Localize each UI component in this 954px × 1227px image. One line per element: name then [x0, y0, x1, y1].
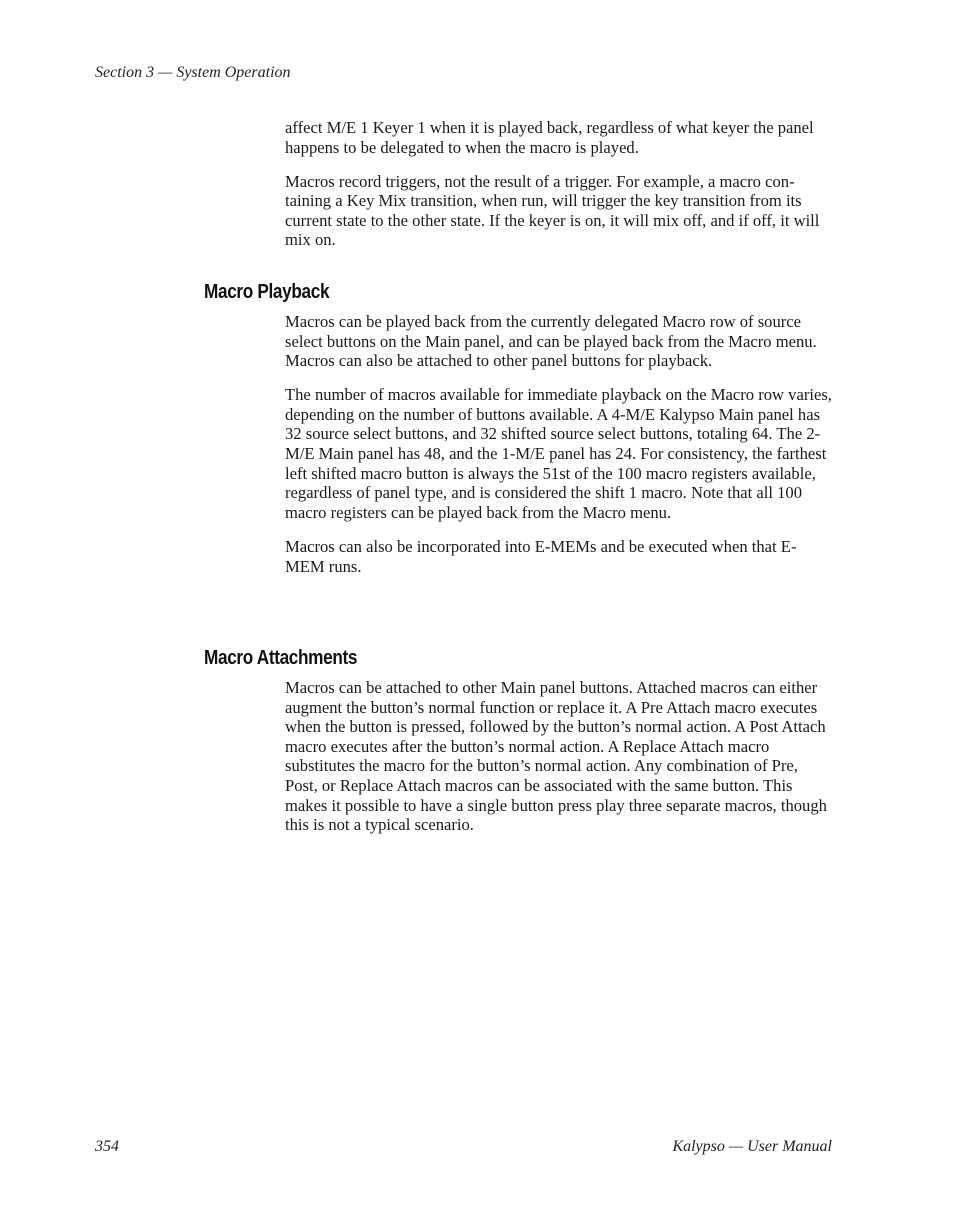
intro-paragraph-1: affect M/E 1 Keyer 1 when it is played back, regardless of what keyer the panel happens to be delegated to when the macro is played.: [285, 118, 814, 157]
heading-macro-playback: Macro Playback: [204, 281, 330, 303]
playback-paragraph-1: Macros can be played back from the currently delegated Macro row of source select buttons on the Main panel, and can be played back from the Macro menu. Macros can also be attached to other panel buttons for playback.: [285, 312, 817, 371]
playback-paragraph-3: Macros can also be incorporated into E-MEMs and be executed when that E-MEM runs.: [285, 536, 797, 576]
attachments-text: [285, 678, 833, 849]
manual-title: Kalypso — User Manual: [672, 1138, 832, 1155]
playback-paragraph-2: The number of macros available for immediate playback on the Macro row varies, depending on the number of buttons available. A 4-M/E Kalypso Main panel has 32 source select buttons, and 32 shifted source select buttons, totaling 64. The 2-M/E Main panel has 48, and the 1-M/E panel has 24. For consistency, the farthest left shifted macro button is always the 51st of the 100 macro registers available, regardless of panel type, and is considered the shift 1 macro. Note that all 100 macro registers can be played back from the Macro menu.: [285, 385, 832, 522]
intro-text: [285, 118, 833, 265]
heading-macro-attachments: Macro Attachments: [204, 647, 358, 669]
page-number: 354: [95, 1138, 119, 1155]
attachments-paragraph-1: Macros can be attached to other Main panel buttons. Attached macros can either augment the button’s normal function or replace it. A Pre Attach macro executes when the button is pressed, followed by the button’s normal action. A Post Attach macro executes after the button’s normal action. A Replace Attach macro substitutes the macro for the button’s normal action. Any combination of Pre, Post, or Replace Attach macros can be associated with the same button. This makes it possible to have a single button press play three separate macros, though this is not a typical scenario.: [285, 678, 827, 835]
playback-text: [285, 312, 833, 591]
intro-paragraph-2: Macros record triggers, not the result of a trigger. For example, a macro containing a Key Mix transition, when run, will trigger the key transition from its current state to the other state. If the keyer is on, it will mix off, and if off, it will mix on.: [285, 171, 820, 250]
running-header: Section 3 — System Operation: [95, 64, 291, 81]
